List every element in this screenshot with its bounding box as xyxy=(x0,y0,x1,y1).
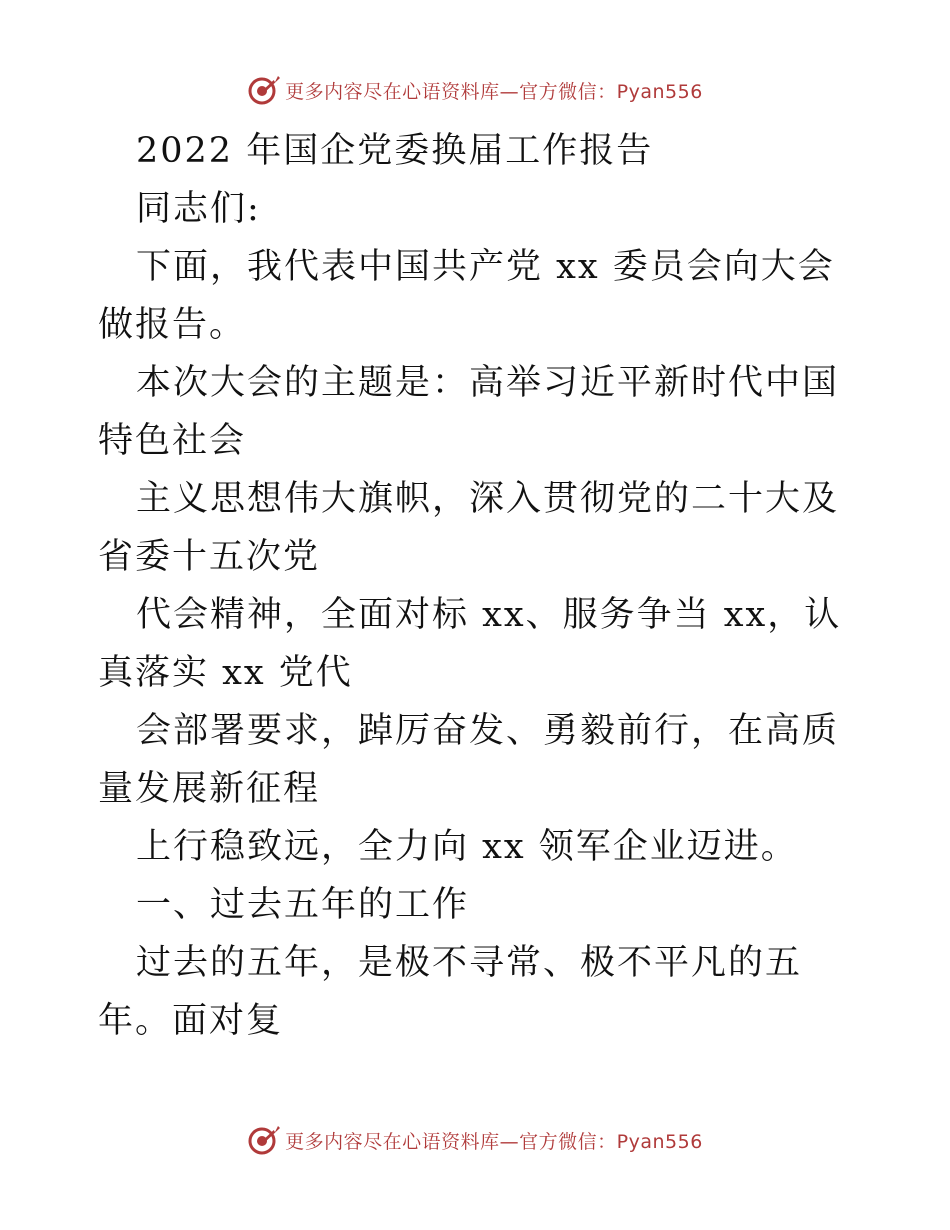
paragraph: 下面，我代表中国共产党 xx 委员会向大会做报告。 xyxy=(98,247,835,345)
section-heading: 一、过去五年的工作 xyxy=(136,885,470,925)
paragraph: 过去的五年，是极不寻常、极不平凡的五年。面对复 xyxy=(98,943,803,1041)
quill-seal-icon xyxy=(247,1123,281,1157)
paragraph: 本次大会的主题是：高举习近平新时代中国特色社会 xyxy=(98,363,840,461)
paragraph: 代会精神，全面对标 xx、服务争当 xx，认真落实 xx 党代 xyxy=(98,595,842,693)
header-watermark xyxy=(0,70,950,110)
paragraph: 主义思想伟大旗帜，深入贯彻党的二十大及省委十五次党 xyxy=(98,479,840,577)
footer-watermark xyxy=(0,1120,950,1160)
header-watermark-text: 更多内容尽在心语资料库—官方微信：Pyan556 xyxy=(285,80,703,103)
document-body xyxy=(98,122,858,1050)
quill-seal-icon xyxy=(247,73,281,107)
paragraph: 会部署要求，踔厉奋发、勇毅前行，在高质量发展新征程 xyxy=(98,711,840,809)
paragraph: 同志们: xyxy=(136,189,261,229)
footer-watermark-text: 更多内容尽在心语资料库—官方微信：Pyan556 xyxy=(285,1130,703,1153)
paragraph: 上行稳致远，全力向 xx 领军企业迈进。 xyxy=(136,827,798,867)
document-title: 2022 年国企党委换届工作报告 xyxy=(136,131,654,171)
